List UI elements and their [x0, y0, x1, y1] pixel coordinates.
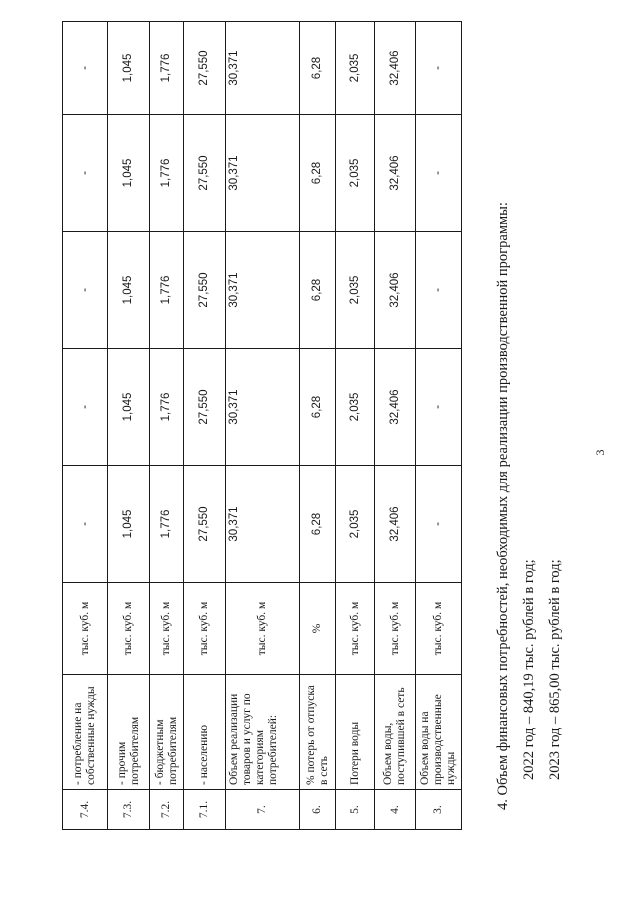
row-number: 7.2.	[150, 790, 184, 830]
row-number: 3.	[416, 790, 462, 830]
row-value: -	[63, 466, 108, 583]
row-value: 27,550	[184, 22, 226, 115]
row-value: 1,045	[108, 232, 150, 349]
row-value: 6,28	[300, 22, 336, 115]
row-value: 32,406	[375, 232, 416, 349]
row-value: -	[63, 349, 108, 466]
table-row	[63, 22, 108, 830]
row-value: 30,371	[226, 466, 300, 583]
row-value: -	[63, 22, 108, 115]
row-label: Объем воды, поступившей в сеть	[375, 675, 416, 790]
row-value: 27,550	[184, 349, 226, 466]
row-unit: тыс. куб. м	[416, 583, 462, 675]
row-value: 6,28	[300, 115, 336, 232]
page-number: 3	[593, 449, 607, 456]
row-number: 7.3.	[108, 790, 150, 830]
row-value: 30,371	[226, 349, 300, 466]
row-value: 32,406	[375, 349, 416, 466]
row-value: 32,406	[375, 466, 416, 583]
row-value: 2,035	[336, 115, 375, 232]
row-value: 2,035	[336, 232, 375, 349]
row-value: 1,045	[108, 349, 150, 466]
row-value: 32,406	[375, 22, 416, 115]
row-value: 1,045	[108, 466, 150, 583]
row-value: 1,776	[150, 349, 184, 466]
funding-line-2023: 2023 год – 865,00 тыс. рублей в год;	[547, 559, 563, 780]
table-row	[416, 22, 462, 830]
row-value: 1,776	[150, 232, 184, 349]
row-value: -	[63, 115, 108, 232]
row-label: - населению	[184, 675, 226, 790]
row-number: 7.	[226, 790, 300, 830]
row-value: -	[416, 466, 462, 583]
table-row	[336, 22, 375, 830]
row-unit: тыс. куб. м	[375, 583, 416, 675]
row-unit: %	[300, 583, 336, 675]
row-value: -	[416, 115, 462, 232]
row-number: 5.	[336, 790, 375, 830]
funding-line-2022: 2022 год – 840,19 тыс. рублей в год;	[521, 559, 537, 780]
row-unit: тыс. куб. м	[226, 583, 300, 675]
row-value: -	[416, 232, 462, 349]
row-value: -	[416, 22, 462, 115]
row-value: 1,776	[150, 22, 184, 115]
row-value: 2,035	[336, 22, 375, 115]
row-label: % потерь от отпуска в сеть	[300, 675, 336, 790]
row-unit: тыс. куб. м	[108, 583, 150, 675]
row-number: 6.	[300, 790, 336, 830]
row-label: Объем воды на производственные нужды	[416, 675, 462, 790]
row-value: 27,550	[184, 466, 226, 583]
row-value: 1,776	[150, 466, 184, 583]
row-label: Потери воды	[336, 675, 375, 790]
row-unit: тыс. куб. м	[63, 583, 108, 675]
row-value: 2,035	[336, 349, 375, 466]
row-value: 27,550	[184, 115, 226, 232]
table-row	[108, 22, 150, 830]
row-number: 4.	[375, 790, 416, 830]
row-value: 30,371	[226, 115, 300, 232]
row-value: -	[416, 349, 462, 466]
row-value: 6,28	[300, 466, 336, 583]
row-value: 6,28	[300, 349, 336, 466]
row-label: - прочим потребителям	[108, 675, 150, 790]
row-value: 6,28	[300, 232, 336, 349]
row-number: 7.1.	[184, 790, 226, 830]
row-label: Объем реализации товаров и услуг по категориям потребителей:	[226, 675, 300, 790]
row-unit: тыс. куб. м	[150, 583, 184, 675]
row-value: 30,371	[226, 22, 300, 115]
table-row	[150, 22, 184, 830]
row-number: 7.4.	[63, 790, 108, 830]
table-row	[226, 22, 300, 830]
funding-heading: 4. Объем финансовых потребностей, необходимых для реализации производственной программы:	[495, 202, 511, 810]
row-value: 1,776	[150, 115, 184, 232]
row-label: - бюджетным потребителям	[150, 675, 184, 790]
table-row	[184, 22, 226, 830]
row-value: 30,371	[226, 232, 300, 349]
production-program-table	[62, 21, 462, 830]
row-value: 27,550	[184, 232, 226, 349]
row-value: 1,045	[108, 115, 150, 232]
row-value: -	[63, 232, 108, 349]
row-value: 2,035	[336, 466, 375, 583]
row-unit: тыс. куб. м	[336, 583, 375, 675]
row-unit: тыс. куб. м	[184, 583, 226, 675]
row-value: 1,045	[108, 22, 150, 115]
row-value: 32,406	[375, 115, 416, 232]
table-row	[300, 22, 336, 830]
funding-section	[490, 202, 568, 810]
table-row	[375, 22, 416, 830]
row-label: - потребление на собственные нужды	[63, 675, 108, 790]
